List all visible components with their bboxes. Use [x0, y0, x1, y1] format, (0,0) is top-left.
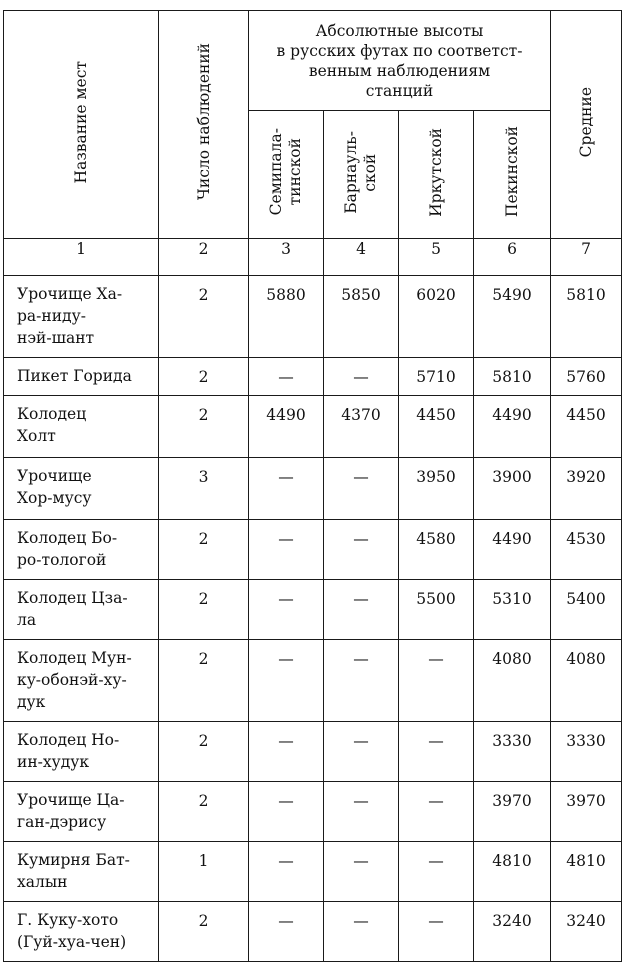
table-row: [4, 276, 622, 358]
station-height-cell: 5880: [249, 276, 324, 358]
average-height-cell: 3920: [551, 458, 622, 520]
average-height-cell: 4080: [551, 640, 622, 722]
place-name-line: Колодец Цза-: [17, 589, 128, 607]
place-name-line: Урочище Ха-: [17, 285, 123, 303]
station-height-cell: —: [399, 782, 474, 842]
place-name-line: Хор-мусу: [17, 489, 92, 507]
station-height-cell: —: [249, 722, 324, 782]
place-name-line: ро-тологой: [17, 551, 107, 569]
station-height-cell: 4450: [399, 396, 474, 458]
header-averages-text: Средние: [577, 86, 596, 158]
column-number: 6: [474, 239, 551, 276]
average-height-cell: 4450: [551, 396, 622, 458]
place-name-cell: [4, 520, 159, 580]
station-height-cell: —: [249, 580, 324, 640]
place-name-cell: [4, 640, 159, 722]
average-height-cell: 3330: [551, 722, 622, 782]
station-height-cell: 5490: [474, 276, 551, 358]
column-number: 1: [4, 239, 159, 276]
average-height-cell: 5760: [551, 358, 622, 396]
column-number-row: [4, 239, 622, 276]
station-height-cell: —: [324, 902, 399, 962]
observation-count-cell: 2: [159, 276, 249, 358]
station-height-cell: —: [249, 842, 324, 902]
station-height-cell: —: [324, 358, 399, 396]
station-height-cell: —: [324, 458, 399, 520]
table-row: [4, 782, 622, 842]
header-observation-count-text: Число наблюдений: [194, 43, 213, 201]
column-number: 4: [324, 239, 399, 276]
station-height-cell: —: [249, 902, 324, 962]
header-place-name-text: Название мест: [72, 60, 90, 184]
station-height-cell: —: [324, 842, 399, 902]
place-name-cell: [4, 458, 159, 520]
station-height-cell: —: [249, 640, 324, 722]
station-name-line: Семипала-: [267, 128, 285, 216]
station-height-cell: —: [399, 722, 474, 782]
station-height-cell: 3900: [474, 458, 551, 520]
place-name-line: дук: [17, 693, 46, 711]
station-name-line: тинской: [286, 138, 304, 206]
column-number: 2: [159, 239, 249, 276]
station-height-cell: —: [249, 458, 324, 520]
station-height-cell: —: [324, 782, 399, 842]
place-name-line: Колодец Мун-: [17, 649, 132, 667]
station-name-line: Пекинской: [503, 126, 522, 218]
column-number: 5: [399, 239, 474, 276]
average-height-cell: 3240: [551, 902, 622, 962]
table-row: [4, 396, 622, 458]
place-name-line: Холт: [17, 427, 56, 445]
station-height-cell: 6020: [399, 276, 474, 358]
station-height-cell: 3970: [474, 782, 551, 842]
group-header-line: в русских футах по соответст-: [276, 41, 523, 60]
observation-count-cell: 2: [159, 358, 249, 396]
station-name-line: Барнауль-: [342, 130, 360, 214]
place-name-line: Колодец Но-: [17, 731, 120, 749]
average-height-cell: 4810: [551, 842, 622, 902]
observation-count-cell: 2: [159, 782, 249, 842]
place-name-line: Кумирня Бат-: [17, 851, 130, 869]
place-name-cell: [4, 722, 159, 782]
table-row: [4, 640, 622, 722]
observation-count-cell: 2: [159, 902, 249, 962]
station-height-cell: —: [324, 722, 399, 782]
column-number: 7: [551, 239, 622, 276]
station-height-cell: 3950: [399, 458, 474, 520]
station-height-cell: —: [324, 520, 399, 580]
observation-count-cell: 1: [159, 842, 249, 902]
group-header-line: Абсолютные высоты: [315, 21, 484, 40]
station-height-cell: —: [399, 842, 474, 902]
station-height-cell: —: [324, 640, 399, 722]
station-name-line: Иркутской: [427, 127, 445, 217]
place-name-line: Колодец: [17, 405, 87, 423]
place-name-cell: [4, 396, 159, 458]
average-height-cell: 5400: [551, 580, 622, 640]
place-name-cell: [4, 276, 159, 358]
station-height-cell: 5500: [399, 580, 474, 640]
station-height-cell: 5810: [474, 358, 551, 396]
group-header-line: станций: [365, 81, 434, 100]
average-height-cell: 5810: [551, 276, 622, 358]
place-name-line: (Гуй-хуа-чен): [17, 933, 127, 951]
average-height-cell: 4530: [551, 520, 622, 580]
place-name-line: Урочище: [17, 467, 92, 485]
table-row: [4, 842, 622, 902]
place-name-cell: [4, 902, 159, 962]
place-name-cell: [4, 842, 159, 902]
column-number: 3: [249, 239, 324, 276]
table-row: [4, 902, 622, 962]
place-name-cell: [4, 782, 159, 842]
place-name-line: ган-дэрису: [17, 813, 107, 831]
station-height-cell: 4490: [474, 396, 551, 458]
table-row: [4, 520, 622, 580]
place-name-cell: [4, 580, 159, 640]
observation-count-cell: 2: [159, 520, 249, 580]
table-row: [4, 722, 622, 782]
header-observation-count: [159, 11, 249, 239]
place-name-line: Пикет Горида: [17, 367, 132, 385]
observation-count-cell: 2: [159, 722, 249, 782]
average-height-cell: 3970: [551, 782, 622, 842]
station-height-cell: 4490: [474, 520, 551, 580]
station-height-cell: 4810: [474, 842, 551, 902]
station-height-cell: 5310: [474, 580, 551, 640]
observation-count-cell: 2: [159, 396, 249, 458]
station-height-cell: 4370: [324, 396, 399, 458]
place-name-line: ин-худук: [17, 753, 90, 771]
table-row: [4, 358, 622, 396]
place-name-cell: [4, 358, 159, 396]
heights-table: [3, 10, 622, 962]
station-height-cell: —: [249, 520, 324, 580]
table-row: [4, 458, 622, 520]
station-height-cell: 4580: [399, 520, 474, 580]
table-row: [4, 580, 622, 640]
station-height-cell: 5710: [399, 358, 474, 396]
header-absolute-heights-group: [249, 11, 551, 111]
station-height-cell: 3330: [474, 722, 551, 782]
header-station-irkutsk: [399, 111, 474, 239]
header-station-peking: [474, 111, 551, 239]
station-height-cell: —: [324, 580, 399, 640]
place-name-line: ра-ниду-: [17, 307, 86, 325]
station-height-cell: 4490: [249, 396, 324, 458]
station-height-cell: 3240: [474, 902, 551, 962]
station-height-cell: —: [249, 782, 324, 842]
station-height-cell: —: [399, 902, 474, 962]
header-station-semipalatinsk: [249, 111, 324, 239]
place-name-line: халын: [17, 873, 68, 891]
place-name-line: ку-обонэй-ху-: [17, 671, 127, 689]
place-name-line: Колодец Бо-: [17, 529, 118, 547]
station-name-line: ской: [361, 152, 379, 192]
observation-count-cell: 2: [159, 640, 249, 722]
header-station-barnaul: [324, 111, 399, 239]
group-header-line: венным наблюдениям: [308, 61, 491, 80]
station-height-cell: 4080: [474, 640, 551, 722]
place-name-line: Г. Куку-хото: [17, 911, 119, 929]
observation-count-cell: 3: [159, 458, 249, 520]
place-name-line: ла: [17, 611, 37, 629]
station-height-cell: 5850: [324, 276, 399, 358]
header-place-name: [4, 11, 159, 239]
observation-count-cell: 2: [159, 580, 249, 640]
place-name-line: нэй-шант: [17, 329, 95, 347]
station-height-cell: —: [249, 358, 324, 396]
header-averages: [551, 11, 622, 239]
place-name-line: Урочище Ца-: [17, 791, 125, 809]
station-height-cell: —: [399, 640, 474, 722]
